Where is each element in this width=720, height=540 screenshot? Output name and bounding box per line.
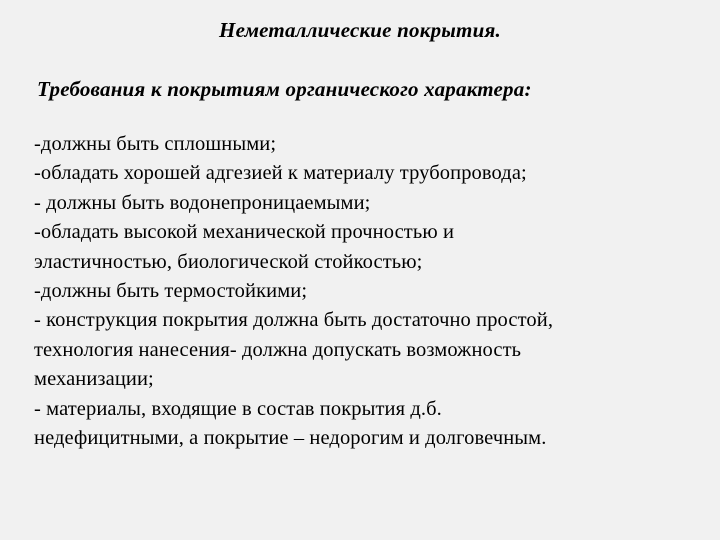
requirement-line: механизации;: [34, 368, 154, 391]
page-title: Неметаллические покрытия.: [219, 18, 501, 42]
requirement-line: - должны быть водонепроницаемыми;: [34, 191, 371, 214]
requirement-line: эластичностью, биологической стойкостью;: [34, 250, 423, 273]
requirement-line: недефицитными, а покрытие – недорогим и долговечным.: [34, 427, 547, 450]
requirements-list: [34, 130, 704, 453]
requirement-line: -должны быть термостойкими;: [34, 280, 308, 303]
section-subtitle: Требования к покрытиям органического характера:: [37, 77, 532, 101]
requirement-line: - конструкция покрытия должна быть достаточно простой,: [34, 309, 554, 332]
requirement-line: - материалы, входящие в состав покрытия д.б.: [34, 397, 442, 420]
requirement-line: технология нанесения- должна допускать возможность: [34, 338, 522, 361]
requirement-line: -должны быть сплошными;: [34, 133, 277, 155]
requirement-line: -обладать высокой механической прочностью и: [34, 221, 455, 244]
requirement-line: -обладать хорошей адгезией к материалу трубопровода;: [34, 162, 527, 185]
